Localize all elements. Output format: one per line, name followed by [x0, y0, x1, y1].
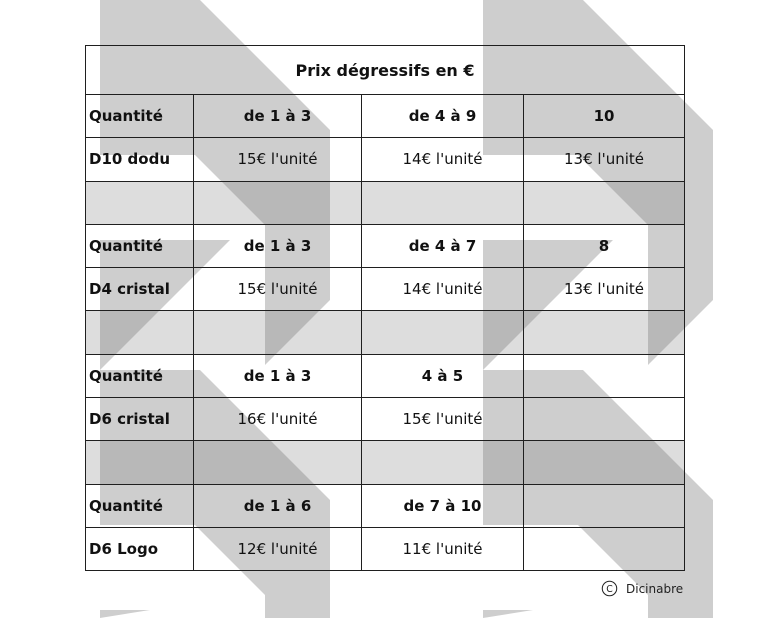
- spacer-cell: [194, 441, 362, 484]
- copyright-icon: [601, 580, 618, 597]
- spacer-row: [86, 181, 685, 224]
- quantity-row: [86, 484, 685, 527]
- spacer-cell: [362, 181, 524, 224]
- price-cell: 12€ l'unité: [194, 527, 362, 570]
- quantity-row: [86, 224, 685, 267]
- price-cell: 11€ l'unité: [362, 527, 524, 570]
- tier-cell: 4 à 5: [362, 354, 524, 397]
- tier-cell: de 7 à 10: [362, 484, 524, 527]
- price-table: [85, 45, 685, 571]
- tier-cell: de 1 à 3: [194, 224, 362, 267]
- product-name: D10 dodu: [86, 138, 194, 181]
- quantity-label: Quantité: [86, 224, 194, 267]
- price-cell: [524, 398, 685, 441]
- product-name: D6 Logo: [86, 527, 194, 570]
- spacer-cell: [194, 311, 362, 354]
- table-title: Prix dégressifs en €: [86, 46, 685, 95]
- price-cell: 15€ l'unité: [362, 398, 524, 441]
- brand-name: Dicinabre: [626, 581, 684, 596]
- product-row: [86, 268, 685, 311]
- spacer-row: [86, 311, 685, 354]
- tier-cell: de 4 à 9: [362, 95, 524, 138]
- spacer-cell: [86, 181, 194, 224]
- spacer-cell: [362, 441, 524, 484]
- price-cell: 15€ l'unité: [194, 268, 362, 311]
- copyright-footer: [601, 580, 683, 597]
- spacer-cell: [194, 181, 362, 224]
- title-row: [86, 46, 685, 95]
- price-cell: 14€ l'unité: [362, 268, 524, 311]
- quantity-label: Quantité: [86, 484, 194, 527]
- tier-cell: de 4 à 7: [362, 224, 524, 267]
- price-cell: [524, 527, 685, 570]
- price-cell: 13€ l'unité: [524, 138, 685, 181]
- spacer-cell: [524, 311, 685, 354]
- product-name: D6 cristal: [86, 398, 194, 441]
- spacer-row: [86, 441, 685, 484]
- product-row: [86, 527, 685, 570]
- tier-cell: 10: [524, 95, 685, 138]
- spacer-cell: [524, 181, 685, 224]
- price-cell: 13€ l'unité: [524, 268, 685, 311]
- tier-cell: de 1 à 3: [194, 354, 362, 397]
- price-cell: 15€ l'unité: [194, 138, 362, 181]
- spacer-cell: [86, 311, 194, 354]
- price-cell: 14€ l'unité: [362, 138, 524, 181]
- spacer-cell: [362, 311, 524, 354]
- tier-cell: de 1 à 6: [194, 484, 362, 527]
- product-name: D4 cristal: [86, 268, 194, 311]
- tier-cell: [524, 354, 685, 397]
- product-row: [86, 398, 685, 441]
- quantity-row: [86, 95, 685, 138]
- tier-cell: [524, 484, 685, 527]
- quantity-label: Quantité: [86, 354, 194, 397]
- copyright-symbol: C: [606, 583, 613, 595]
- product-row: [86, 138, 685, 181]
- tier-cell: 8: [524, 224, 685, 267]
- quantity-row: [86, 354, 685, 397]
- tier-cell: de 1 à 3: [194, 95, 362, 138]
- price-cell: 16€ l'unité: [194, 398, 362, 441]
- spacer-cell: [524, 441, 685, 484]
- spacer-cell: [86, 441, 194, 484]
- quantity-label: Quantité: [86, 95, 194, 138]
